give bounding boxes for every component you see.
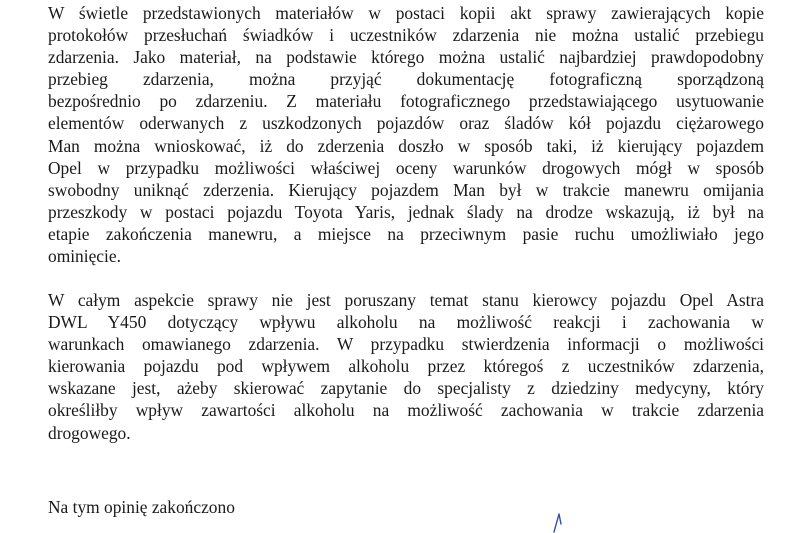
paragraph-1-line-1: W świetle przedstawionych materiałów w postaci kopii akt sprawy zawierających kopie bbox=[48, 3, 764, 23]
paragraph-2-line-7: drogowego. bbox=[48, 422, 131, 443]
paragraph-assessment bbox=[48, 2, 764, 267]
signature-stroke bbox=[552, 512, 566, 533]
paragraph-1-line-3: zdarzenia. Jako materiał, na podstawie którego można ustalić najbardziej prawdopodobny bbox=[48, 47, 764, 68]
paragraph-alcohol bbox=[48, 289, 764, 444]
paragraph-2-line-3: warunkach omawianego zdarzenia. W przypadku stwierdzenia informacji o możliwości bbox=[48, 334, 764, 355]
signature-ink-path bbox=[554, 514, 561, 532]
paragraph-1-line-9: swobodny uniknąć zderzenia. Kierujący pojazdem Man był w trakcie manewru omijania bbox=[48, 179, 764, 200]
paragraph-2-line-2: DWL Y450 dotyczący wpływu alkoholu na możliwość reakcji i zachowania w bbox=[48, 312, 764, 333]
paragraph-2-line-5: wskazane jest, ażeby skierować zapytanie do specjalisty z dziedziny medycyny, który bbox=[48, 378, 764, 399]
paragraph-2-line-6: określiłby wpływ zawartości alkoholu na możliwość zachowania w trakcie zdarzenia bbox=[48, 400, 764, 421]
paragraph-1-line-12: ominięcie. bbox=[48, 246, 121, 267]
paragraph-1-line-10: przeszkody w postaci pojazdu Toyota Yaris, jednak ślady na drodze wskazują, iż był na bbox=[48, 201, 764, 222]
paragraph-1-line-7: Man można wnioskować, iż do zderzenia doszło w sposób taki, iż kierujący pojazdem bbox=[48, 135, 764, 156]
paragraph-1-line-6: elementów oderwanych z uszkodzonych pojazdów oraz śladów kół pojazdu ciężarowego bbox=[48, 113, 764, 134]
paragraph-1-line-2: protokołów przesłuchań świadków i uczestników zdarzenia nie można ustalić przebiegu bbox=[48, 25, 764, 46]
paragraph-1-line-5: bezpośrednio po zdarzeniu. Z materiału fotograficznego przedstawiającego usytuowanie bbox=[48, 91, 764, 112]
paragraph-1-line-8: Opel w przypadku możliwości właściwej oceny warunków drogowych mógł w sposób bbox=[48, 157, 764, 178]
paragraph-1-line-4: przebieg zdarzenia, można przyjąć dokumentację fotograficzną sporządzoną bbox=[48, 69, 764, 90]
closing-statement: Na tym opinię zakończono bbox=[48, 497, 235, 517]
paragraph-1-line-11: etapie zakończenia manewru, a miejsce na przeciwnym pasie ruchu umożliwiało jego bbox=[48, 223, 764, 244]
paragraph-2-line-1: W całym aspekcie sprawy nie jest poruszany temat stanu kierowcy pojazdu Opel Astra bbox=[48, 290, 764, 310]
paragraph-2-line-4: kierowania pojazdu pod wpływem alkoholu przez któregoś z uczestników zdarzenia, bbox=[48, 356, 764, 377]
